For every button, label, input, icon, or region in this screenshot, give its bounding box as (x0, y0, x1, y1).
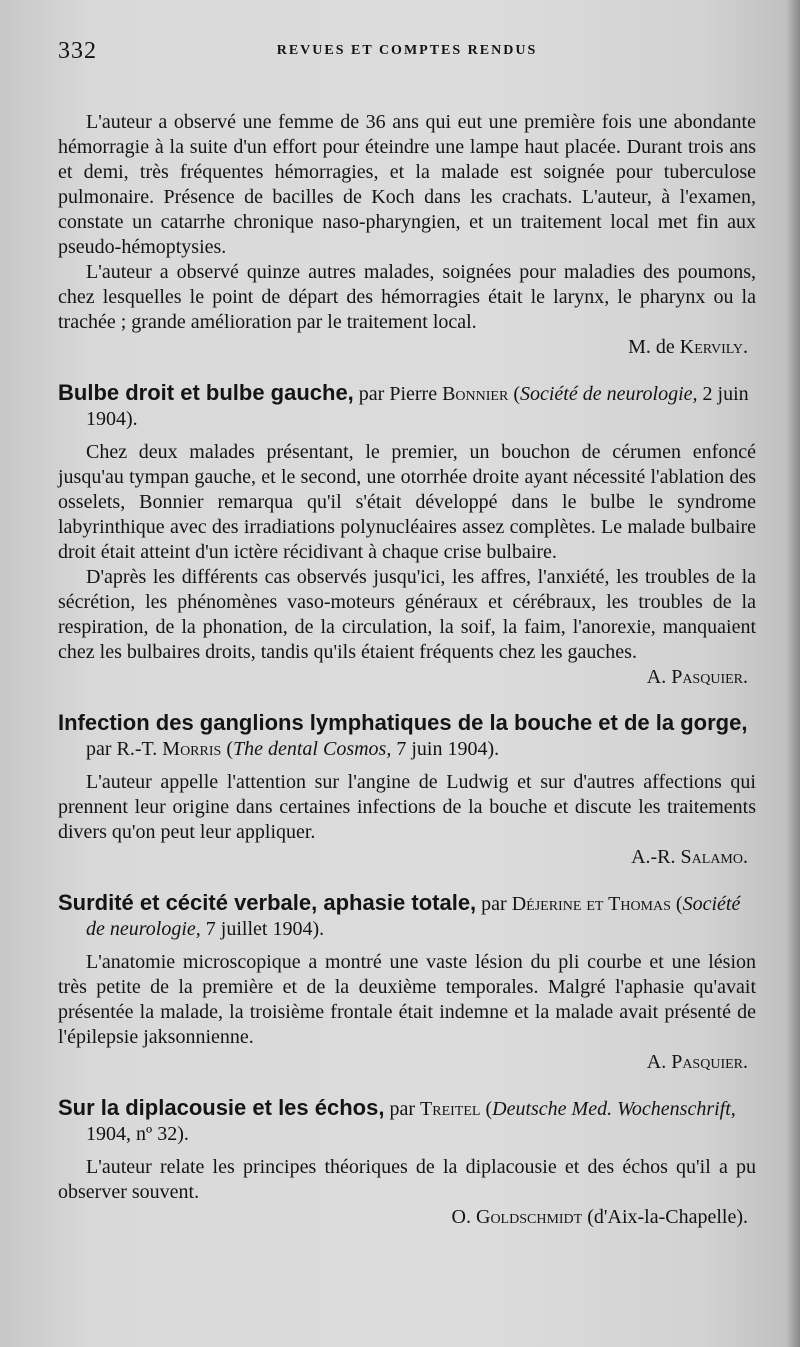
article-title: Sur la diplacousie et les échos, (58, 1095, 385, 1120)
article-by: par R.-T. (86, 738, 158, 760)
intro-paragraph-1: L'auteur a observé une femme de 36 ans qui eut une première fois une abondante hémorragie à la suite d'un effort pour éteindre une lampe haut placée. Durant trois ans et demi, très fréquentes hémorragies, et la malade est soignée pour tuberculose pulmonaire. Présence de bacilles de Koch dans les crachats. L'auteur, à l'examen, constate un catarrhe chronique naso-pharyngien, et un traitement local met fin aux pseudo-hémoptysies. (58, 111, 756, 258)
byline-name: Pasquier. (671, 666, 748, 688)
byline-name: Goldschmidt (476, 1206, 583, 1228)
source-open: ( (513, 383, 520, 405)
article-author: Morris (162, 738, 222, 760)
source-date: 7 juillet 1904). (205, 918, 325, 940)
article-author: Bonnier (442, 383, 509, 405)
article-infection (58, 710, 756, 870)
source-date: 2 juin 1904). (86, 383, 749, 430)
article-byline (58, 845, 756, 870)
article-heading (58, 380, 756, 432)
source-journal: Société de neurologie, (86, 893, 741, 940)
running-title: REVUES ET COMPTES RENDUS (276, 43, 538, 58)
page-spine-shadow (786, 0, 800, 1347)
byline-prefix: A.-R. (631, 846, 676, 868)
article-title: Surdité et cécité verbale, aphasie totale, (58, 890, 477, 915)
intro-paragraph-2: L'auteur a observé quinze autres malades, soignées pour maladies des poumons, chez lesquelles le point de départ des hémorragies était le larynx, le pharynx ou la trachée ; grande amélioration par le traitement local. (58, 261, 756, 333)
source-journal: The dental Cosmos, (232, 738, 392, 760)
source-journal: Deutsche Med. Wochenschrift, (492, 1098, 736, 1120)
byline-name: Salamo. (680, 846, 748, 868)
article-byline (58, 665, 756, 690)
source-date: 7 juin 1904). (396, 738, 500, 760)
source-open: ( (675, 893, 683, 915)
intro-article (58, 110, 756, 360)
article-paragraph: D'après les différents cas observés jusqu'ici, les affres, l'anxiété, les troubles de la sécrétion, les phénomènes vaso-moteurs généraux et cérébraux, les troubles de la respiration, de la phonation, de la circulation, la soif, la faim, l'anorexie, manquaient chez les bulbaires droits, tandis qu'ils étaient fréquents chez les gauches. (58, 566, 756, 663)
article-paragraph: L'auteur appelle l'attention sur l'angine de Ludwig et sur d'autres affections qui prennent leur origine dans certaines infections de la bouche et discute les traitements divers qu'on peut leur appliquer. (58, 771, 756, 843)
article-author: Treitel (420, 1098, 481, 1120)
article-paragraph: L'anatomie microscopique a montré une vaste lésion du pli courbe et une lésion très petite de la première et de la deuxième temporales. Malgré l'aphasie qu'avait présentée la malade, la troisième frontale était indemne et la malade avait présenté de l'épilepsie jaksonnienne. (58, 951, 756, 1048)
byline-prefix: A. (646, 666, 667, 688)
source-date: 1904, nº 32). (86, 1123, 189, 1145)
source-open: ( (485, 1098, 493, 1120)
article-heading (58, 890, 756, 942)
byline-prefix: O. (451, 1206, 471, 1228)
article-bulbe (58, 380, 756, 690)
byline-prefix: A. (646, 1051, 667, 1073)
article-byline (58, 1050, 756, 1075)
page-number: 332 (58, 38, 97, 64)
article-surdite (58, 890, 756, 1075)
article-title: Infection des ganglions lymphatiques de la bouche et de la gorge, (58, 710, 748, 735)
byline-name: Kervily. (679, 336, 748, 358)
article-paragraph: L'auteur relate les principes théoriques de la diplacousie et des échos qu'il a pu observer souvent. (58, 1156, 756, 1203)
article-heading (58, 1095, 756, 1147)
byline-prefix: M. de (628, 336, 675, 358)
article-heading (58, 710, 756, 762)
source-journal: Société de neurologie, (520, 383, 698, 405)
byline-name: Pasquier. (671, 1051, 748, 1073)
article-author: Déjerine et Thomas (511, 893, 671, 915)
running-header (58, 30, 756, 70)
source-open: ( (226, 738, 233, 760)
article-diplacousie (58, 1095, 756, 1230)
article-source (226, 738, 499, 760)
article-byline (58, 1205, 756, 1230)
intro-byline (58, 335, 756, 360)
article-title: Bulbe droit et bulbe gauche, (58, 380, 354, 405)
article-by: par Pierre (358, 383, 438, 405)
article-by: par (389, 1098, 416, 1120)
article-by: par (481, 893, 507, 915)
byline-suffix: (d'Aix-la-Chapelle). (587, 1206, 748, 1228)
article-paragraph: Chez deux malades présentant, le premier, un bouchon de cérumen enfoncé jusqu'au tympan gauche, et le second, une otorrhée droite ayant nécessité l'ablation des osselets, Bonnier remarqua qu'il s'était développé dans le bulbe le syndrome labyrinthique avec des irradiations polynucléaires assez complètes. Le malade bulbaire droit était atteint d'un ictère récidivant à chaque crise bulbaire. (58, 441, 756, 563)
